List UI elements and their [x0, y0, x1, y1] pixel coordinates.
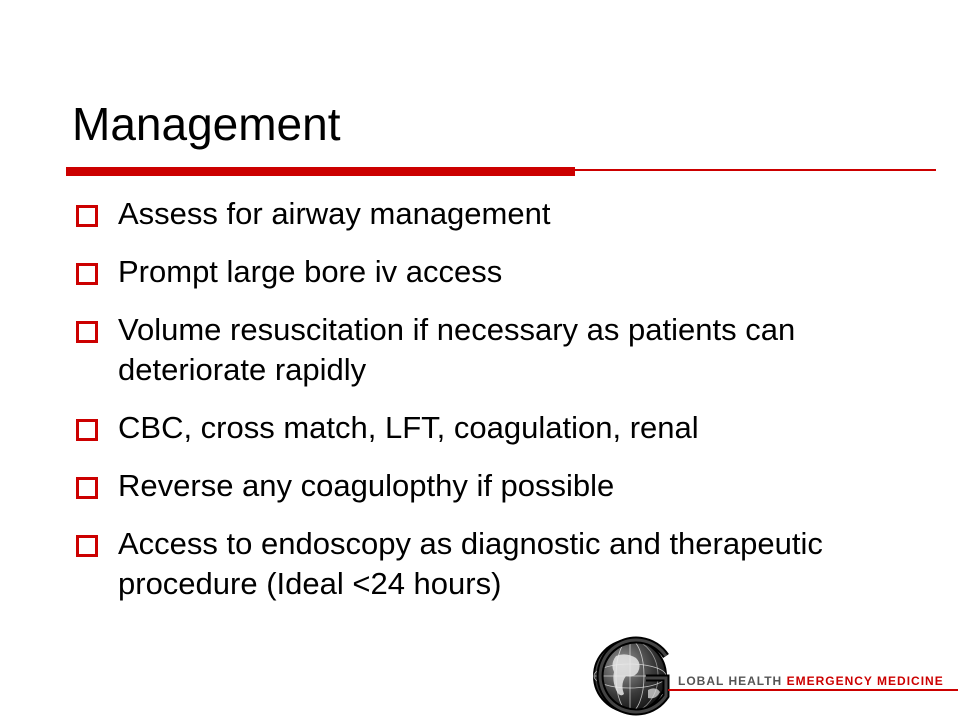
bullet-text: Reverse any coagulopthy if possible	[118, 468, 615, 503]
organization-name-part1: LOBAL HEALTH	[678, 674, 783, 688]
title-underline-thick	[66, 167, 575, 176]
logo-underline	[668, 689, 958, 691]
bullet-text: Assess for airway management	[118, 196, 551, 231]
globe-icon	[586, 634, 686, 716]
bullet-text: CBC, cross match, LFT, coagulation, renal	[118, 410, 699, 445]
square-bullet-icon	[76, 535, 98, 557]
square-bullet-icon	[76, 321, 98, 343]
title-underline-thin	[575, 169, 936, 171]
bullet-list	[74, 194, 894, 622]
square-bullet-icon	[76, 205, 98, 227]
bullet-item	[74, 408, 894, 448]
square-bullet-icon	[76, 263, 98, 285]
bullet-text: Access to endoscopy as diagnostic and therapeutic procedure (Ideal <24 hours)	[118, 526, 823, 601]
organization-logo	[586, 634, 958, 716]
organization-name	[678, 674, 944, 688]
square-bullet-icon	[76, 477, 98, 499]
bullet-item	[74, 466, 894, 506]
bullet-item	[74, 524, 894, 604]
bullet-text: Volume resuscitation if necessary as patients can deteriorate rapidly	[118, 312, 796, 387]
square-bullet-icon	[76, 419, 98, 441]
bullet-item	[74, 310, 894, 390]
organization-name-part2: EMERGENCY MEDICINE	[786, 674, 944, 688]
bullet-item	[74, 194, 894, 234]
slide-title: Management	[72, 98, 341, 150]
bullet-text: Prompt large bore iv access	[118, 254, 503, 289]
bullet-item	[74, 252, 894, 292]
